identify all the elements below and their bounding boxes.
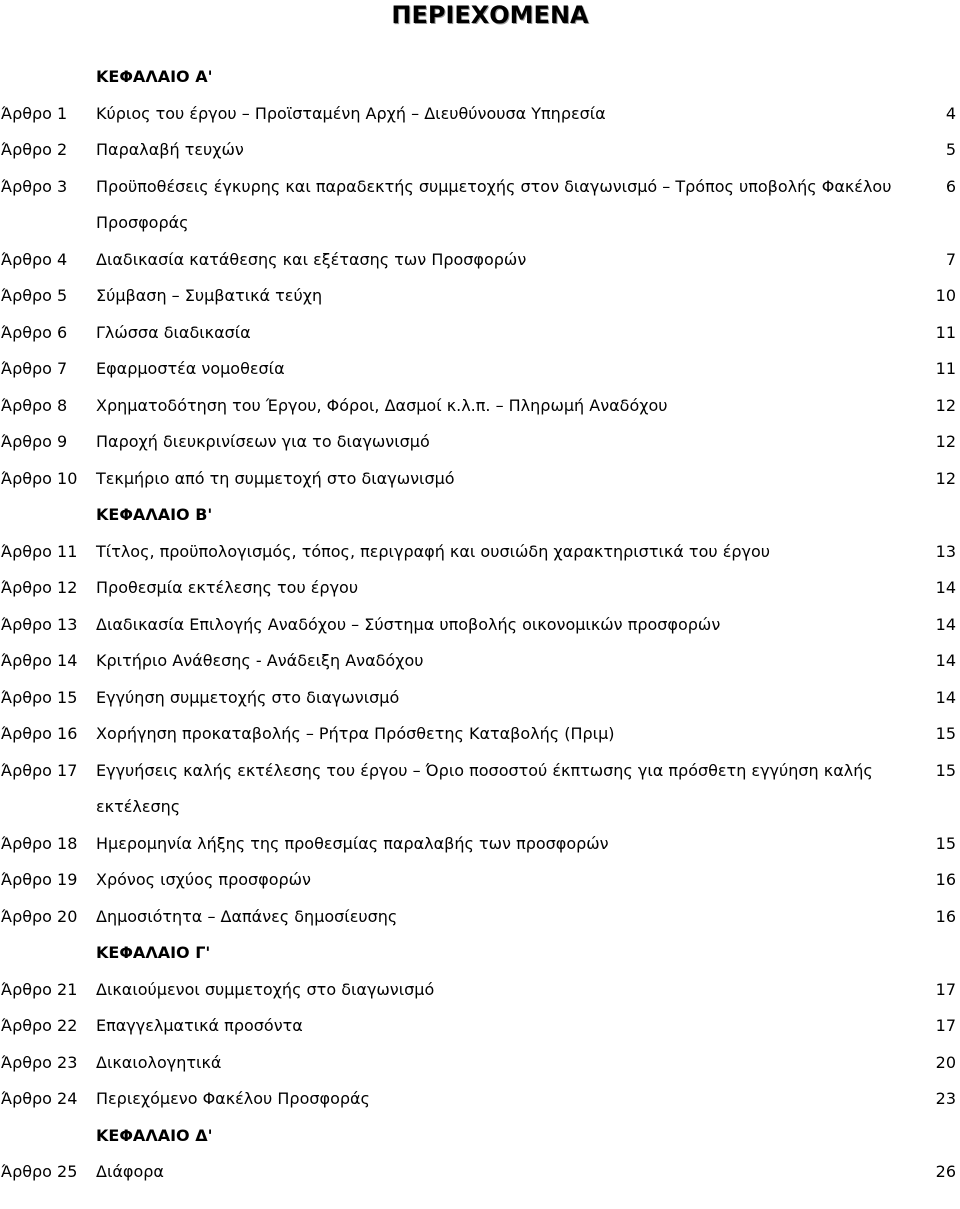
article-title: Επαγγελματικά προσόντα (96, 1016, 303, 1035)
page-number: 14 (935, 578, 956, 597)
article-number: Άρθρο 1 (1, 103, 68, 123)
article-number: Άρθρο 5 (1, 286, 68, 305)
chapter-label: ΚΕΦΑΛΑΙΟ Α' (96, 67, 213, 86)
article-title: Προϋποθέσεις έγκυρης και παραδεκτής συμμετοχής στον διαγωνισμό – Τρόπος υποβολής Φακέλου Προσφοράς (96, 176, 892, 232)
page-number: 12 (935, 468, 956, 488)
chapter-label: ΚΕΦΑΛΑΙΟ Β' (96, 505, 213, 524)
article-title: Χρηματοδότηση του Έργου, Φόροι, Δασμοί κ.λ.π. – Πληρωμή Αναδόχου (96, 395, 668, 415)
article-title: Τεκμήριο από τη συμμετοχή στο διαγωνισμό (96, 468, 455, 488)
page-number: 15 (935, 724, 956, 743)
article-number: Άρθρο 4 (1, 249, 68, 269)
article-title: Τίτλος, προϋπολογισμός, τόπος, περιγραφή και ουσιώδη χαρακτηριστικά του έργου (96, 541, 771, 561)
article-number: Άρθρο 16 (1, 724, 78, 743)
article-title: Εφαρμοστέα νομοθεσία (96, 359, 285, 378)
article-number: Άρθρο 9 (1, 432, 68, 451)
page-number: 11 (935, 359, 956, 378)
toc-entry (0, 175, 960, 248)
toc-entry (0, 905, 960, 942)
article-title: Ημερομηνία λήξης της προθεσμίας παραλαβής των προσφορών (96, 833, 609, 853)
chapter-label: ΚΕΦΑΛΑΙΟ Γ' (96, 943, 211, 962)
article-title: Παροχή διευκρινίσεων για το διαγωνισμό (96, 432, 430, 451)
article-title: Δικαιολογητικά (96, 1052, 222, 1072)
article-title: Χρόνος ισχύος προσφορών (96, 870, 311, 889)
page-number: 13 (935, 541, 956, 561)
article-number: Άρθρο 22 (1, 1016, 78, 1035)
article-number: Άρθρο 17 (1, 760, 78, 780)
article-title: Εγγυήσεις καλής εκτέλεσης του έργου – Όριο ποσοστού έκπτωσης για πρόσθετη εγγύηση καλής εκτέλεσης (96, 760, 873, 816)
page-number: 4 (945, 103, 956, 123)
toc-entry (0, 759, 960, 832)
toc-entry (0, 1087, 960, 1124)
page-number: 10 (935, 286, 956, 305)
page-number: 15 (935, 833, 956, 853)
page-number: 16 (935, 906, 956, 926)
article-title: Δικαιούμενοι συμμετοχής στο διαγωνισμό (96, 979, 435, 999)
page-number: 7 (945, 249, 956, 269)
article-number: Άρθρο 7 (1, 359, 68, 378)
page-number: 20 (935, 1052, 956, 1072)
article-number: Άρθρο 23 (1, 1052, 78, 1072)
article-number: Άρθρο 25 (1, 1162, 78, 1181)
article-number: Άρθρο 15 (1, 687, 78, 707)
toc-entry (0, 1160, 960, 1197)
article-number: Άρθρο 3 (1, 176, 68, 196)
page-number: 12 (935, 395, 956, 415)
article-number: Άρθρο 18 (1, 833, 78, 853)
article-number: Άρθρο 19 (1, 870, 78, 889)
article-number: Άρθρο 10 (1, 468, 78, 488)
page-number: 12 (935, 432, 956, 451)
article-number: Άρθρο 13 (1, 614, 78, 634)
page-number: 14 (935, 651, 956, 670)
article-number: Άρθρο 8 (1, 395, 68, 415)
article-title: Χορήγηση προκαταβολής – Ρήτρα Πρόσθετης Καταβολής (Πριμ) (96, 724, 615, 743)
article-title: Δημοσιότητα – Δαπάνες δημοσίευσης (96, 906, 398, 926)
article-title: Γλώσσα διαδικασία (96, 322, 251, 342)
article-number: Άρθρο 12 (1, 578, 78, 597)
page-number: 17 (935, 979, 956, 999)
table-of-contents (0, 65, 960, 1197)
page-number: 26 (935, 1162, 956, 1181)
article-title: Διαδικασία Επιλογής Αναδόχου – Σύστημα υποβολής οικονομικών προσφορών (96, 614, 721, 634)
article-number: Άρθρο 11 (1, 541, 78, 561)
article-title: Περιεχόμενο Φακέλου Προσφοράς (96, 1089, 370, 1108)
page-title: ΠΕΡΙΕΧΟΜΕΝΑ (391, 1, 589, 29)
page-number: 6 (945, 176, 956, 196)
page-number: 23 (935, 1089, 956, 1108)
page-number: 14 (935, 687, 956, 707)
article-number: Άρθρο 20 (1, 906, 78, 926)
article-title: Παραλαβή τευχών (96, 140, 244, 159)
article-number: Άρθρο 21 (1, 979, 78, 999)
article-title: Εγγύηση συμμετοχής στο διαγωνισμό (96, 687, 400, 707)
chapter-label: ΚΕΦΑΛΑΙΟ Δ' (96, 1125, 213, 1145)
toc-entry (0, 467, 960, 504)
article-title: Κριτήριο Ανάθεσης - Ανάδειξη Αναδόχου (96, 651, 424, 670)
article-title: Σύμβαση – Συμβατικά τεύχη (96, 286, 323, 305)
article-number: Άρθρο 2 (1, 140, 68, 159)
page-number: 17 (935, 1016, 956, 1035)
page-number: 5 (945, 140, 956, 159)
article-title: Κύριος του έργου – Προϊσταμένη Αρχή – Διευθύνουσα Υπηρεσία (96, 103, 606, 123)
page-number: 16 (935, 870, 956, 889)
article-title: Διαδικασία κατάθεσης και εξέτασης των Προσφορών (96, 249, 527, 269)
article-title: Προθεσμία εκτέλεσης του έργου (96, 578, 359, 597)
page-number: 15 (935, 760, 956, 780)
page-number: 14 (935, 614, 956, 634)
article-title: Διάφορα (96, 1162, 164, 1181)
article-number: Άρθρο 14 (1, 651, 78, 670)
page-number: 11 (935, 322, 956, 342)
article-number: Άρθρο 24 (1, 1089, 78, 1108)
article-number: Άρθρο 6 (1, 322, 68, 342)
